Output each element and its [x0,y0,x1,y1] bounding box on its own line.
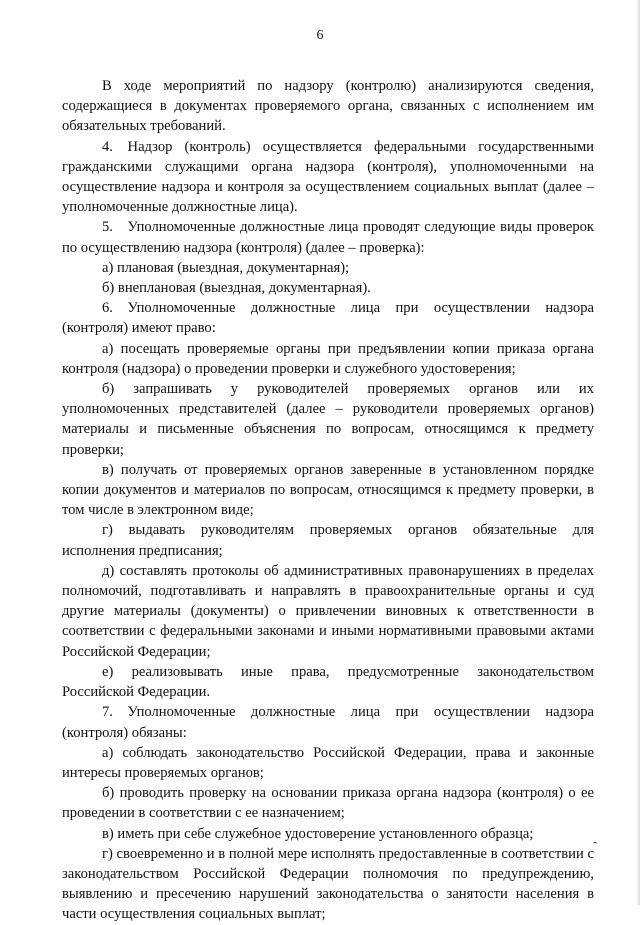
list-item: б) запрашивать у руководителей проверяемых органов или их уполномоченных представителей (далее – руководители проверяемых органов) материалы и письменные объяснения по вопросам, относящимся к предмету проверки; [62,381,594,458]
paragraph-5: 5. Уполномоченные должностные лица проводят следующие виды проверок по осуществлению надзора (контроля) (далее – проверка): [62,219,594,256]
paragraph-4: 4. Надзор (контроль) осуществляется федеральными государственными гражданскими служащими органа надзора (контроля), уполномоченными на осуществление надзора и контроля за осуществлением социальных выплат (далее – уполномоченные должностные лица). [62,138,594,216]
document-body [62,76,594,925]
list-item: в) иметь при себе служебное удостоверение установленного образца; [102,825,534,842]
list-item: е) реализовывать иные права, предусмотренные законодательством Российской Федерации. [62,663,594,701]
list-item: а) соблюдать законодательство Российской Федерации, права и законные интересы проверяемых органов; [62,744,594,781]
list-item: б) внеплановая (выездная, документарная). [102,280,371,297]
list-item: г) своевременно и в полной мере исполнять предоставленные в соответствии с законодательством Российской Федерации полномочия по предупреждению, выявлению и пресечению нарушений законодательства о занятости населения в части осуществления социальных выплат; [62,845,594,923]
list-item: а) плановая (выездная, документарная); [102,259,350,276]
paragraph-6: 6. Уполномоченные должностные лица при осуществлении надзора (контроля) имеют право: [62,300,594,337]
page-number: 6 [316,28,324,43]
paragraph-7: 7. Уполномоченные должностные лица при осуществлении надзора (контроля) обязаны: [62,704,594,741]
list-item: а) посещать проверяемые органы при предъявлении копии приказа органа контроля (надзора) о проведении проверки и служебного удостоверения; [62,340,594,377]
list-item: д) составлять протоколы об административных правонарушениях в пределах полномочий, подготавливать и направлять в правоохранительные органы и суд другие материалы (документы) о привлечении виновных к ответственности в соответствии с федеральными законами и иными нормативными правовыми актами Российской Федерации; [62,562,594,660]
paragraph-intro: В ходе мероприятий по надзору (контролю) анализируются сведения, содержащиеся в документах проверяемого органа, связанных с исполнением им обязательных требований. [62,78,594,135]
list-item: б) проводить проверку на основании приказа органа надзора (контроля) о ее проведении в соответствии с ее назначением; [62,785,594,822]
scan-mark [593,842,597,846]
list-item: г) выдавать руководителям проверяемых органов обязательные для исполнения предписания; [62,522,594,559]
list-item: в) получать от проверяемых органов заверенные в установленном порядке копии документов и материалов по вопросам, относящимся к предмету проверки, в том числе в электронном виде; [62,461,594,519]
